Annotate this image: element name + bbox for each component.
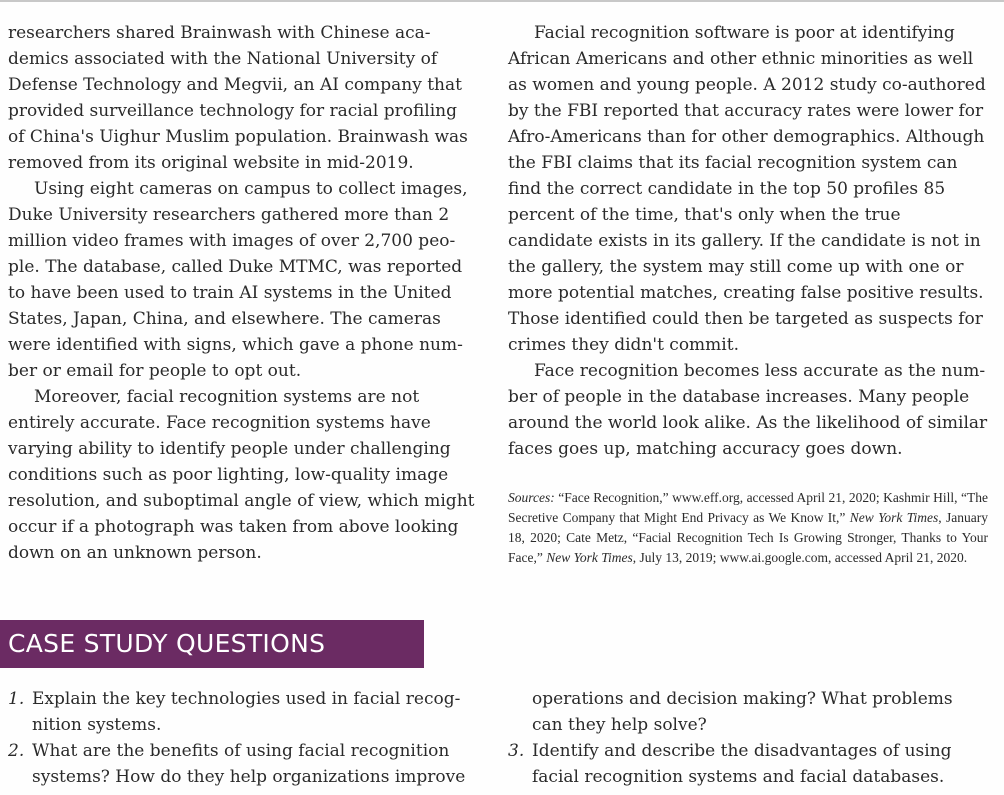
sources-citation: [508, 488, 988, 568]
question-3-number: 3.: [508, 741, 525, 761]
question-2-text: What are the benefits of using facial recognition systems? How do they help organizations improve: [32, 741, 466, 787]
question-1-text: Explain the key technologies used in facial recognition systems.: [32, 689, 461, 735]
sources-label: Sources:: [508, 490, 555, 505]
question-3: [508, 738, 978, 790]
question-2-continued-text: operations and decision making? What problems can they help solve?: [532, 689, 953, 735]
question-1: [8, 686, 478, 738]
sources-text-3: , July 13, 2019; www.ai.google.com, accessed April 21, 2020.: [632, 550, 968, 565]
sources-text-1: “Face Recognition,” www.eff.org, accessed April 21, 2020; Kashmir Hill, “The Secretive Company that Might End Privacy as We Know It,”: [508, 490, 988, 525]
right-column: [508, 20, 988, 568]
question-1-number: 1.: [8, 689, 25, 709]
left-paragraph-1: researchers shared Brainwash with Chinese academics associated with the National University of Defense Technology and Megvii, an AI company that provided surveillance technology for racial profiling of China's Uighur Muslim population. Brainwash was removed from its original website in mid-2019.: [8, 23, 468, 173]
right-paragraph-2: Face recognition becomes less accurate as the number of people in the database increases. Many people around the world look alike. As the likelihood of similar faces goes up, matching accuracy goes down.: [508, 361, 988, 459]
question-2-continued: [508, 686, 978, 738]
page-top-rule: [0, 0, 1004, 2]
question-2: [8, 738, 478, 790]
sources-text-2: , January 18, 2020; Cate Metz, “Facial Recognition Tech Is Growing Stronger, Thanks to Your Face,”: [508, 510, 988, 565]
right-paragraph-1: Facial recognition software is poor at identifying African Americans and other ethnic minorities as well as women and young people. A 2012 study co-authored by the FBI reported that accuracy rates were lower for Afro-Americans than for other demographics. Although the FBI claims that its facial recognition system can find the correct candidate in the top 50 profiles 85 percent of the time, that's only when the true candidate exists in its gallery. If the candidate is not in the gallery, the system may still come up with one or more potential matches, creating false positive results. Those identified could then be targeted as suspects for crimes they didn't commit.: [508, 23, 986, 355]
left-column: [8, 20, 478, 566]
left-paragraph-3: Moreover, facial recognition systems are not entirely accurate. Face recognition systems have varying ability to identify people under challenging conditions such as poor lighting, low-quality image resolution, and suboptimal angle of view, which might occur if a photograph was taken from above looking down on an unknown person.: [8, 387, 475, 563]
case-study-questions-banner: CASE STUDY QUESTIONS: [0, 620, 424, 668]
sources-title-1: New York Times: [849, 510, 939, 525]
question-2-number: 2.: [8, 741, 25, 761]
question-3-text: Identify and describe the disadvantages of using facial recognition systems and facial databases.: [532, 741, 952, 787]
left-paragraph-2: Using eight cameras on campus to collect images, Duke University researchers gathered more than 2 million video frames with images of over 2,700 people. The database, called Duke MTMC, was reported to have been used to train AI systems in the United States, Japan, China, and elsewhere. The cameras were identified with signs, which gave a phone number or email for people to opt out.: [8, 179, 468, 381]
sources-title-2: New York Times: [546, 550, 633, 565]
